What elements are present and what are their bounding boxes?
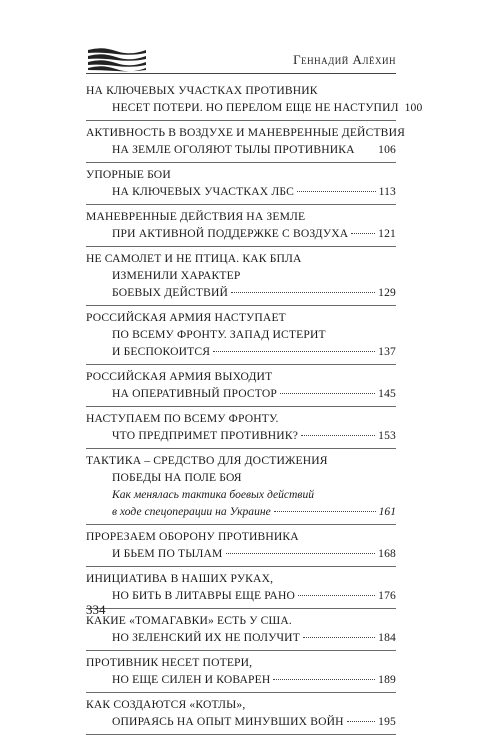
toc-entry[interactable] bbox=[86, 449, 396, 525]
toc-entry-last-line bbox=[86, 183, 396, 200]
toc-entry[interactable] bbox=[86, 609, 396, 651]
dot-leader bbox=[301, 435, 375, 436]
toc-entry-page: 106 bbox=[378, 143, 396, 156]
toc-entry-title-line: ПРОТИВНИК НЕСЕТ ПОТЕРИ, bbox=[86, 656, 253, 669]
toc-entry-page: 153 bbox=[378, 429, 396, 442]
toc-entry-page: 113 bbox=[378, 185, 396, 198]
toc-entry-title-line: РОССИЙСКАЯ АРМИЯ НАСТУПАЕТ bbox=[86, 311, 286, 324]
toc-entry-title-line: НЕСЕТ ПОТЕРИ. НО ПЕРЕЛОМ ЕЩЕ НЕ НАСТУПИЛ bbox=[112, 101, 399, 114]
toc-entry[interactable] bbox=[86, 693, 396, 735]
toc-entry-title-line: ЧТО ПРЕДПРИМЕТ ПРОТИВНИК? bbox=[112, 429, 299, 442]
toc-entry-last-line bbox=[86, 99, 423, 116]
dot-leader bbox=[280, 393, 375, 394]
toc-entry-title-line: И БЕСПОКОИТСЯ bbox=[112, 345, 211, 358]
toc-entry-page: 145 bbox=[378, 387, 396, 400]
toc-entry-title-line: НА ЗЕМЛЕ ОГОЛЯЮТ ТЫЛЫ ПРОТИВНИКА bbox=[112, 143, 355, 156]
dot-leader bbox=[226, 553, 376, 554]
toc-entry-page: 137 bbox=[378, 345, 396, 358]
header-rule bbox=[86, 73, 396, 74]
dot-leader bbox=[231, 292, 375, 293]
toc-entry[interactable] bbox=[86, 121, 405, 163]
toc-entry-title-line: УПОРНЫЕ БОИ bbox=[86, 168, 171, 181]
toc-entry-title-line: АКТИВНОСТЬ В ВОЗДУХЕ И МАНЕВРЕННЫЕ ДЕЙСТВИЯ bbox=[86, 126, 405, 139]
toc-entry-page: 189 bbox=[378, 673, 396, 686]
toc-entry-title-line: НО ЗЕЛЕНСКИЙ ИХ НЕ ПОЛУЧИТ bbox=[112, 631, 300, 644]
toc-entry-last-line bbox=[86, 545, 396, 562]
toc-entry-title-line: Как менялась тактика боевых действий bbox=[112, 488, 315, 501]
dot-leader bbox=[213, 351, 375, 352]
toc-entry-title-line: ИЗМЕНИЛИ ХАРАКТЕР bbox=[112, 269, 241, 282]
toc-entry-last-line bbox=[86, 284, 396, 301]
toc-entry-last-line bbox=[86, 671, 396, 688]
toc-entry-last-line bbox=[86, 141, 396, 158]
dot-leader bbox=[273, 679, 375, 680]
toc-entry-title-line: НАСТУПАЕМ ПО ВСЕМУ ФРОНТУ. bbox=[86, 412, 279, 425]
toc-entry[interactable] bbox=[86, 651, 396, 693]
toc-entry-title-line: ПОБЕДЫ НА ПОЛЕ БОЯ bbox=[112, 471, 242, 484]
toc-entry-page: 195 bbox=[378, 715, 396, 728]
toc-entry-title-line: ПО ВСЕМУ ФРОНТУ. ЗАПАД ИСТЕРИТ bbox=[112, 328, 326, 341]
toc-entry-title-line: в ходе спецоперации на Украине bbox=[112, 505, 271, 518]
toc-entry[interactable] bbox=[86, 205, 396, 247]
toc-entry-title-line: КАК СОЗДАЮТСЯ «КОТЛЫ», bbox=[86, 698, 246, 711]
toc-entry[interactable] bbox=[86, 306, 396, 365]
toc-entry-last-line bbox=[86, 427, 396, 444]
toc-entry-last-line bbox=[86, 587, 396, 604]
ribbon-ornament-icon bbox=[86, 46, 148, 72]
toc-entry-last-line bbox=[86, 385, 396, 402]
toc-entry-title-line: И БЬЕМ ПО ТЫЛАМ bbox=[112, 547, 223, 560]
toc-entry[interactable] bbox=[86, 407, 396, 449]
toc-entry-last-line bbox=[86, 225, 396, 242]
table-of-contents bbox=[86, 79, 423, 735]
page-number: 334 bbox=[86, 602, 106, 617]
toc-entry-page: 168 bbox=[378, 547, 396, 560]
toc-entry[interactable] bbox=[86, 567, 396, 609]
toc-entry-page: 121 bbox=[378, 227, 396, 240]
toc-entry-title-line: БОЕВЫХ ДЕЙСТВИЙ bbox=[112, 286, 229, 299]
toc-entry-title-line: НО БИТЬ В ЛИТАВРЫ ЕЩЕ РАНО bbox=[112, 589, 295, 602]
toc-entry-last-line bbox=[86, 503, 396, 520]
toc-entry-title-line: МАНЕВРЕННЫЕ ДЕЙСТВИЯ НА ЗЕМЛЕ bbox=[86, 210, 306, 223]
dot-leader bbox=[298, 595, 375, 596]
toc-entry-title-line: ПРОРЕЗАЕМ ОБОРОНУ ПРОТИВНИКА bbox=[86, 530, 299, 543]
toc-entry-title-line: РОССИЙСКАЯ АРМИЯ ВЫХОДИТ bbox=[86, 370, 273, 383]
toc-entry-last-line bbox=[86, 343, 396, 360]
toc-entry[interactable] bbox=[86, 365, 396, 407]
toc-entry-last-line bbox=[86, 713, 396, 730]
dot-leader bbox=[347, 721, 376, 722]
toc-entry-title-line: НА ОПЕРАТИВНЫЙ ПРОСТОР bbox=[112, 387, 277, 400]
toc-entry-page: 100 bbox=[404, 101, 423, 114]
toc-entry-page: 176 bbox=[378, 589, 396, 602]
toc-entry-title-line: ИНИЦИАТИВА В НАШИХ РУКАХ, bbox=[86, 572, 274, 585]
toc-entry-title-line: ОПИРАЯСЬ НА ОПЫТ МИНУВШИХ ВОЙН bbox=[112, 715, 344, 728]
toc-entry-title-line: ТАКТИКА – СРЕДСТВО ДЛЯ ДОСТИЖЕНИЯ bbox=[86, 454, 328, 467]
dot-leader bbox=[303, 637, 375, 638]
toc-entry-page: 184 bbox=[378, 631, 396, 644]
toc-entry[interactable] bbox=[86, 247, 396, 306]
dot-leader bbox=[274, 511, 376, 512]
toc-entry-page: 161 bbox=[378, 505, 396, 518]
toc-entry-title-line: НЕ САМОЛЕТ И НЕ ПТИЦА. КАК БПЛА bbox=[86, 252, 302, 265]
toc-entry-last-line bbox=[86, 629, 396, 646]
dot-leader bbox=[351, 233, 375, 234]
running-header-author: Геннадий Алёхин bbox=[293, 52, 396, 67]
toc-entry-title-line: НА КЛЮЧЕВЫХ УЧАСТКАХ ПРОТИВНИК bbox=[86, 84, 318, 97]
toc-entry[interactable] bbox=[86, 163, 396, 205]
dot-leader bbox=[297, 191, 376, 192]
toc-entry-page: 129 bbox=[378, 286, 396, 299]
toc-entry-title-line: ПРИ АКТИВНОЙ ПОДДЕРЖКЕ С ВОЗДУХА bbox=[112, 227, 349, 240]
toc-entry-title-line: НА КЛЮЧЕВЫХ УЧАСТКАХ ЛБС bbox=[112, 185, 294, 198]
toc-entry[interactable] bbox=[86, 79, 423, 121]
toc-entry[interactable] bbox=[86, 525, 396, 567]
toc-entry-title-line: НО ЕЩЕ СИЛЕН И КОВАРЕН bbox=[112, 673, 271, 686]
toc-entry-title-line: КАКИЕ «ТОМАГАВКИ» ЕСТЬ У США. bbox=[86, 614, 292, 627]
